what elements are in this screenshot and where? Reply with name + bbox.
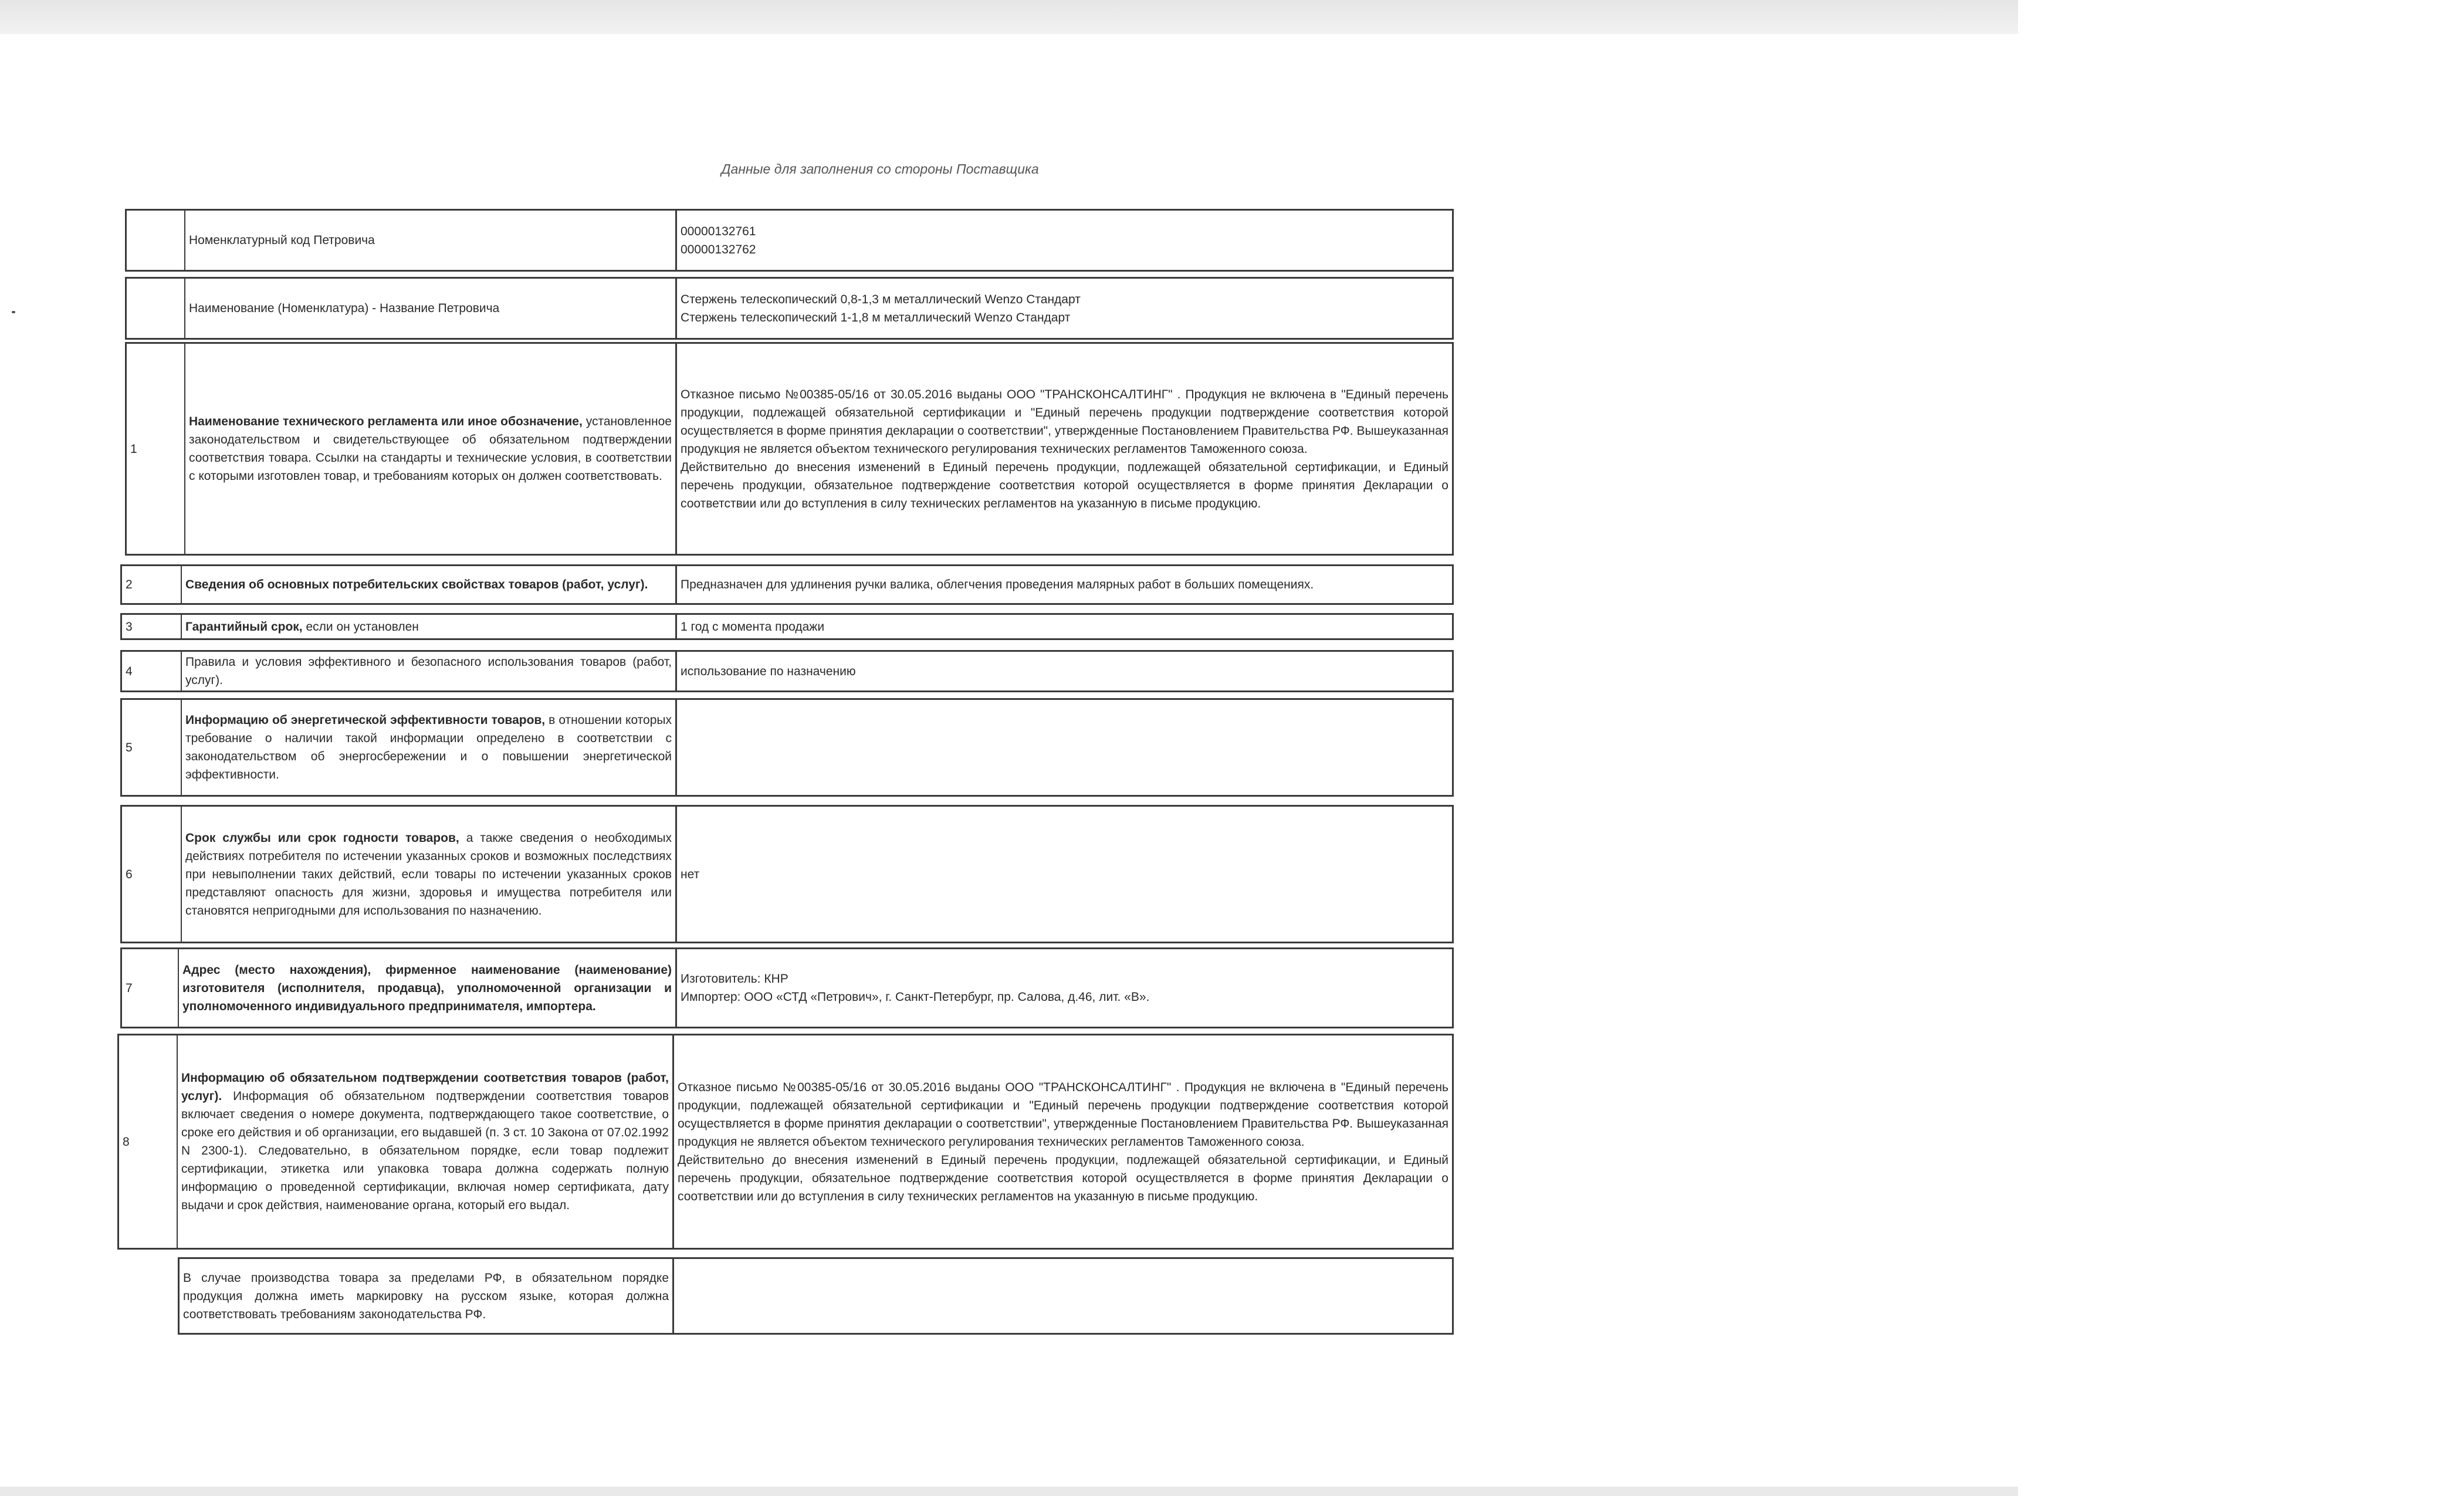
row-label: Срок службы или срок годности товаров, а также сведения о необходимых действиях потребителя по истечении указанных сроков и возможных последствиях при невыполнении таких действий, если товары по истечении указанных сроков представляют опасность для жизни, здоровья и имущества потребителя или становятся непригодными для использования по назначению. bbox=[182, 805, 677, 943]
row-label: Сведения об основных потребительских свойствах товаров (работ, услуг). bbox=[182, 564, 677, 605]
row-label: Номенклатурный код Петровича bbox=[185, 209, 677, 272]
row-number: 5 bbox=[120, 698, 182, 797]
row-label: Гарантийный срок, если он установлен bbox=[182, 613, 677, 640]
row-number: 6 bbox=[120, 805, 182, 943]
table-row-4 bbox=[120, 650, 1454, 692]
row-value bbox=[674, 1257, 1454, 1335]
row-number: 4 bbox=[120, 650, 182, 692]
row-label: Правила и условия эффективного и безопасного использования товаров (работ, услуг). bbox=[182, 650, 677, 692]
scan-speck bbox=[12, 311, 15, 313]
table-row-code bbox=[125, 209, 1454, 272]
page-title: Данные для заполнения со стороны Поставщика bbox=[721, 161, 1039, 177]
row-value bbox=[677, 698, 1454, 797]
row-label: Информацию об обязательном подтверждении соответствия товаров (работ, услуг). Информация об обязательном подтверждении соответствия товаров включает сведения о номере документа, подтверждающего такое соответствие, о сроке его действия и об организации, его выдавшей (п. 3 ст. 10 Закона от 07.02.1992 N 2300-1). Следовательно, в обязательном порядке, если товар подлежит сертификации, этикетка или упаковка товара должна содержать полную информацию о проведенной сертификации, включая номер сертификата, дату выдачи и срок действия, наименование органа, который его выдал. bbox=[178, 1034, 674, 1250]
table-row-marking bbox=[178, 1257, 1454, 1335]
row-value: нет bbox=[677, 805, 1454, 943]
row-value: Предназначен для удлинения ручки валика, облегчения проведения малярных работ в больших помещениях. bbox=[677, 564, 1454, 605]
row-label: Наименование технического регламента или иное обозначение, установленное законодательством и свидетельствующее об обязательном подтверждении соответствия товара. Ссылки на стандарты и технические условия, в соответствии с которыми изготовлен товар, и требованиям которых он должен соответствовать. bbox=[185, 342, 677, 556]
row-number bbox=[125, 277, 185, 340]
table-row-7 bbox=[120, 947, 1454, 1028]
row-number: 7 bbox=[120, 947, 179, 1028]
table-row-6 bbox=[120, 805, 1454, 943]
row-value: Отказное письмо №00385-05/16 от 30.05.2016 выданы ООО "ТРАНСКОНСАЛТИНГ" . Продукция не включена в "Единый перечень продукции, подлежащей обязательной сертификации и "Единый перечень продукции подтверждение соответствия которой осуществляется в форме принятия декларации о соответствии", утвержденные Постановлением Правительства РФ. Вышеуказанная продукция не является объектом технического регулирования технических регламентов Таможенного союза. Действительно до внесения изменений в Единый перечень продукции, подлежащей обязательной сертификации, и Единый перечень продукции, обязательное подтверждение соответствия которой осуществляется в форме принятия Декларации о соответствии или до вступления в силу технических регламентов на указанную в письме продукцию. bbox=[674, 1034, 1454, 1250]
scan-border-top bbox=[0, 0, 2018, 34]
row-value: Изготовитель: КНР Импортер: ООО «СТД «Петрович», г. Санкт-Петербург, пр. Салова, д.46, лит. «В». bbox=[677, 947, 1454, 1028]
table-row-3 bbox=[120, 613, 1454, 640]
scan-border-bottom bbox=[0, 1487, 2018, 1496]
row-value: 00000132761 00000132762 bbox=[677, 209, 1454, 272]
row-label: Наименование (Номенклатура) - Название Петровича bbox=[185, 277, 677, 340]
row-value: Стержень телескопический 0,8-1,3 м металлический Wenzo Стандарт Стержень телескопический 1-1,8 м металлический Wenzo Стандарт bbox=[677, 277, 1454, 340]
row-value: 1 год с момента продажи bbox=[677, 613, 1454, 640]
row-number bbox=[125, 209, 185, 272]
row-number: 3 bbox=[120, 613, 182, 640]
table-row-1 bbox=[125, 342, 1454, 556]
table-row-2 bbox=[120, 564, 1454, 605]
row-label: В случае производства товара за пределами РФ, в обязательном порядке продукция должна иметь маркировку на русском языке, которая должна соответствовать требованиям законодательства РФ. bbox=[178, 1257, 674, 1335]
row-label: Информацию об энергетической эффективности товаров, в отношении которых требование о наличии такой информации определено в соответствии с законодательством об энергосбережении и о повышении энергетической эффективности. bbox=[182, 698, 677, 797]
row-label: Адрес (место нахождения), фирменное наименование (наименование) изготовителя (исполнителя, продавца), уполномоченной организации и уполномоченного индивидуального предпринимателя, импортера. bbox=[179, 947, 677, 1028]
row-number: 2 bbox=[120, 564, 182, 605]
table-row-name bbox=[125, 277, 1454, 340]
table-row-8 bbox=[117, 1034, 1454, 1250]
row-number: 8 bbox=[117, 1034, 178, 1250]
row-value: использование по назначению bbox=[677, 650, 1454, 692]
row-number: 1 bbox=[125, 342, 185, 556]
table-row-5 bbox=[120, 698, 1454, 797]
row-value: Отказное письмо №00385-05/16 от 30.05.2016 выданы ООО "ТРАНСКОНСАЛТИНГ" . Продукция не включена в "Единый перечень продукции, подлежащей обязательной сертификации и "Единый перечень продукции подтверждение соответствия которой осуществляется в форме принятия декларации о соответствии", утвержденные Постановлением Правительства РФ. Вышеуказанная продукция не является объектом технического регулирования технических регламентов Таможенного союза. Действительно до внесения изменений в Единый перечень продукции, подлежащей обязательной сертификации, и Единый перечень продукции, обязательное подтверждение соответствия которой осуществляется в форме принятия Декларации о соответствии или до вступления в силу технических регламентов на указанную в письме продукцию. bbox=[677, 342, 1454, 556]
